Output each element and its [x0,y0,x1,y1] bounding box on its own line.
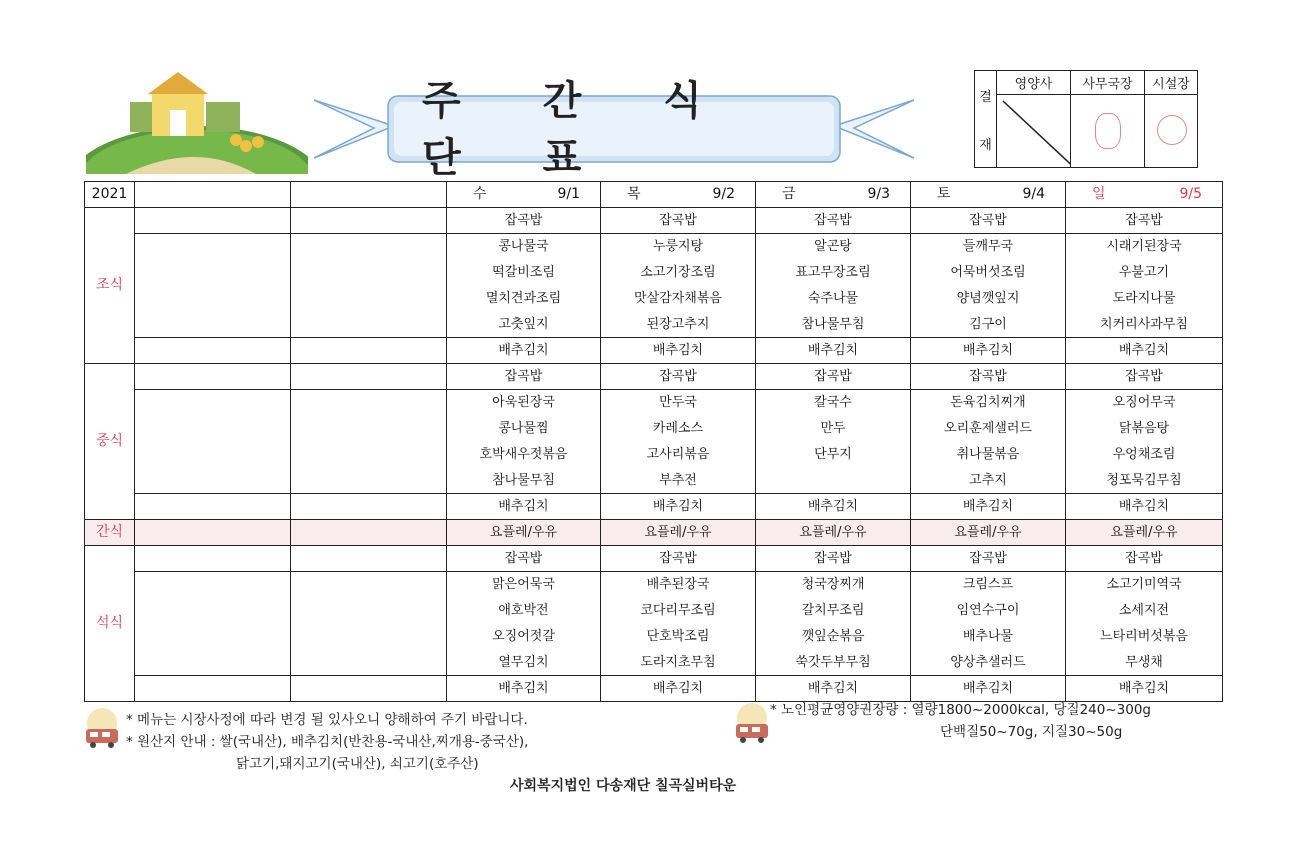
day-header-content [756,182,910,207]
approval-head: 영양사 [997,71,1070,95]
blank-cell [135,208,291,234]
day-of-week: 수 [473,186,487,202]
day-of-week: 토 [937,186,951,202]
menu-row [85,260,1223,286]
menu-row [85,208,1223,234]
menu-item: 시래기된장국 [1066,234,1223,260]
blank-cell [135,624,291,650]
day-header-content [601,182,755,207]
blank-cell [291,442,447,468]
menu-item: 배추김치 [756,676,911,702]
menu-item: 우엉채조림 [1066,442,1223,468]
date-header-row [85,182,1223,208]
menu-item: 배추김치 [911,338,1066,364]
blank-cell [291,624,447,650]
menu-row [85,650,1223,676]
menu-item: 양상추샐러드 [911,650,1066,676]
menu-item: 소고기미역국 [1066,572,1223,598]
snack-item: 요플레/우유 [756,520,911,546]
blank-cell [291,260,447,286]
blank-cell [135,520,291,546]
menu-item: 잡곡밥 [911,364,1066,390]
menu-item: 부추전 [601,468,756,494]
blank-cell [135,546,291,572]
menu-item: 만두국 [601,390,756,416]
menu-item: 잡곡밥 [447,364,601,390]
day-header-content [911,182,1065,207]
menu-item: 도라지초무침 [601,650,756,676]
blank-cell [291,286,447,312]
menu-item: 쑥갓두부무침 [756,650,911,676]
page-title: 주 간 식 단 표 [422,77,736,181]
menu-item: 잡곡밥 [1066,208,1223,234]
menu-item: 배추김치 [447,676,601,702]
menu-item: 배추김치 [601,494,756,520]
menu-item: 된장고추지 [601,312,756,338]
menu-item: 알곤탕 [756,234,911,260]
menu-item: 잡곡밥 [1066,364,1223,390]
day-header [447,182,601,208]
menu-row [85,598,1223,624]
day-date: 9/3 [867,186,890,202]
menu-item: 취나물볶음 [911,442,1066,468]
blank-cell [135,182,291,208]
blank-cell [291,208,447,234]
menu-item: 배추김치 [911,494,1066,520]
approval-side-label [975,71,997,167]
menu-item: 잡곡밥 [756,364,911,390]
menu-item: 어묵버섯조림 [911,260,1066,286]
blank-cell [135,234,291,260]
day-header [756,182,911,208]
signature-line [997,95,1071,167]
menu-item: 열무김치 [447,650,601,676]
menu-row [85,234,1223,260]
day-date: 9/1 [557,186,580,202]
menu-item: 표고무장조림 [756,260,911,286]
menu-item: 잡곡밥 [911,208,1066,234]
menu-item: 치커리사과무침 [1066,312,1223,338]
menu-row [85,390,1223,416]
menu-item: 오리훈제샐러드 [911,416,1066,442]
menu-item: 들깨무국 [911,234,1066,260]
blank-cell [291,182,447,208]
menu-item: 만두 [756,416,911,442]
menu-item: 무생채 [1066,650,1223,676]
menu-item: 양념깻잎지 [911,286,1066,312]
approval-col-nutritionist [997,71,1071,167]
menu-item: 소고기장조림 [601,260,756,286]
blank-cell [135,286,291,312]
menu-item: 배추김치 [911,676,1066,702]
blank-cell [135,494,291,520]
menu-row [85,364,1223,390]
menu-item: 잡곡밥 [756,546,911,572]
blank-cell [291,572,447,598]
blank-cell [291,676,447,702]
menu-item: 숙주나물 [756,286,911,312]
menu-row [85,416,1223,442]
menu-item: 배추김치 [601,676,756,702]
blank-cell [291,598,447,624]
blank-cell [135,312,291,338]
menu-item: 참나물무침 [756,312,911,338]
blank-cell [135,364,291,390]
menu-item: 크림스프 [911,572,1066,598]
blank-cell [135,650,291,676]
menu-item: 닭볶음탕 [1066,416,1223,442]
menu-item: 아욱된장국 [447,390,601,416]
blank-cell [291,520,447,546]
menu-item: 잡곡밥 [601,546,756,572]
menu-item: 고사리볶음 [601,442,756,468]
menu-item: 배추김치 [447,494,601,520]
blank-cell [135,338,291,364]
menu-item: 맛살감자채볶음 [601,286,756,312]
snack-item: 요플레/우유 [447,520,601,546]
approval-col-director [1145,71,1197,167]
menu-item: 갈치무조림 [756,598,911,624]
blank-cell [135,442,291,468]
bus-icon [82,707,122,751]
day-date: 9/5 [1179,186,1202,202]
blank-cell [291,364,447,390]
menu-row [85,546,1223,572]
menu-item: 떡갈비조림 [447,260,601,286]
menu-item: 멸치견과조림 [447,286,601,312]
blank-cell [135,572,291,598]
origin-note-cont: 닭고기,돼지고기(국내산), 쇠고기(호주산) [236,756,479,772]
day-of-week: 금 [782,186,796,202]
menu-item [756,468,911,494]
menu-item: 임연수구이 [911,598,1066,624]
menu-item: 카레소스 [601,416,756,442]
menu-item: 잡곡밥 [756,208,911,234]
day-date: 9/4 [1022,186,1045,202]
blank-cell [291,468,447,494]
menu-item: 오징어젓갈 [447,624,601,650]
day-of-week: 목 [627,186,641,202]
menu-item: 고춧잎지 [447,312,601,338]
menu-item: 도라지나물 [1066,286,1223,312]
menu-item: 잡곡밥 [911,546,1066,572]
church-hill-illustration [86,70,308,174]
menu-row [85,338,1223,364]
blank-cell [291,338,447,364]
menu-item: 배추김치 [447,338,601,364]
menu-row [85,624,1223,650]
menu-item: 잡곡밥 [601,208,756,234]
menu-item: 참나물무침 [447,468,601,494]
menu-item: 배추김치 [601,338,756,364]
menu-row [85,442,1223,468]
blank-cell [291,416,447,442]
menu-item: 청국장찌개 [756,572,911,598]
day-date: 9/2 [712,186,735,202]
approval-box [974,70,1198,168]
menu-item: 배추김치 [1066,338,1223,364]
day-header [1066,182,1223,208]
blank-cell [135,598,291,624]
blank-cell [291,312,447,338]
menu-row [85,494,1223,520]
menu-item: 잡곡밥 [601,364,756,390]
day-header [911,182,1066,208]
menu-item: 소세지전 [1066,598,1223,624]
menu-item: 우불고기 [1066,260,1223,286]
meal-label-lunch: 중식 [85,364,135,520]
seal-stamp [1095,113,1121,149]
weekly-menu-table [84,181,1223,702]
approval-head: 사무국장 [1071,71,1144,95]
day-header-content [447,182,600,207]
meal-label-breakfast: 조식 [85,208,135,364]
menu-item: 콩나물국 [447,234,601,260]
approval-side-bottom: 재 [979,137,992,153]
approval-head: 시설장 [1145,71,1197,95]
menu-item: 깻잎순볶음 [756,624,911,650]
approval-side-top: 결 [979,89,992,105]
menu-item: 코다리무조림 [601,598,756,624]
blank-cell [291,494,447,520]
year-cell: 2021 [85,182,135,208]
blank-cell [135,468,291,494]
menu-item: 칼국수 [756,390,911,416]
snack-item: 요플레/우유 [911,520,1066,546]
origin-note: * 원산지 안내 : 쌀(국내산), 배추김치(반찬용-국내산,찌개용-중국산), [126,734,529,750]
menu-row [85,312,1223,338]
menu-item: 잡곡밥 [447,208,601,234]
menu-item: 청포묵김무침 [1066,468,1223,494]
nutrition-note-cont: 단백질50~70g, 지질30~50g [940,724,1123,740]
menu-item: 잡곡밥 [1066,546,1223,572]
meal-label-dinner: 석식 [85,546,135,702]
menu-item: 맑은어묵국 [447,572,601,598]
blank-cell [135,416,291,442]
snack-row [85,520,1223,546]
menu-item: 배추김치 [756,494,911,520]
menu-item: 배추김치 [1066,494,1223,520]
menu-item: 단무지 [756,442,911,468]
menu-item: 오징어무국 [1066,390,1223,416]
meal-label-snack: 간식 [85,520,135,546]
menu-item: 콩나물찜 [447,416,601,442]
snack-item: 요플레/우유 [601,520,756,546]
blank-cell [291,546,447,572]
menu-item: 호박새우젓볶음 [447,442,601,468]
menu-item: 배추나물 [911,624,1066,650]
menu-item: 누룽지탕 [601,234,756,260]
menu-item: 고추지 [911,468,1066,494]
menu-row [85,572,1223,598]
menu-item: 잡곡밥 [447,546,601,572]
blank-cell [291,650,447,676]
seal-stamp [1157,115,1187,145]
menu-item: 배추된장국 [601,572,756,598]
menu-item: 배추김치 [756,338,911,364]
approval-col-office-manager [1071,71,1145,167]
blank-cell [135,676,291,702]
day-of-week: 일 [1092,186,1106,202]
blank-cell [291,390,447,416]
menu-item: 느타리버섯볶음 [1066,624,1223,650]
menu-row [85,468,1223,494]
day-header-content [1066,182,1222,207]
menu-change-note: * 메뉴는 시장사정에 따라 변경 될 있사오니 양해하여 주기 바랍니다. [126,712,528,728]
menu-item: 애호박전 [447,598,601,624]
blank-cell [135,390,291,416]
bus-icon [732,702,772,746]
blank-cell [291,234,447,260]
menu-row [85,286,1223,312]
snack-item: 요플레/우유 [1066,520,1223,546]
menu-item: 김구이 [911,312,1066,338]
menu-item: 단호박조림 [601,624,756,650]
menu-item: 배추김치 [1066,676,1223,702]
day-header [601,182,756,208]
organization-name: 사회복지법인 다송재단 칠곡실버타운 [510,778,737,794]
menu-item: 돈육김치찌개 [911,390,1066,416]
blank-cell [135,260,291,286]
nutrition-note: * 노인평균영양권장량 : 열량1800~2000kcal, 당질240~300g [770,702,1151,718]
